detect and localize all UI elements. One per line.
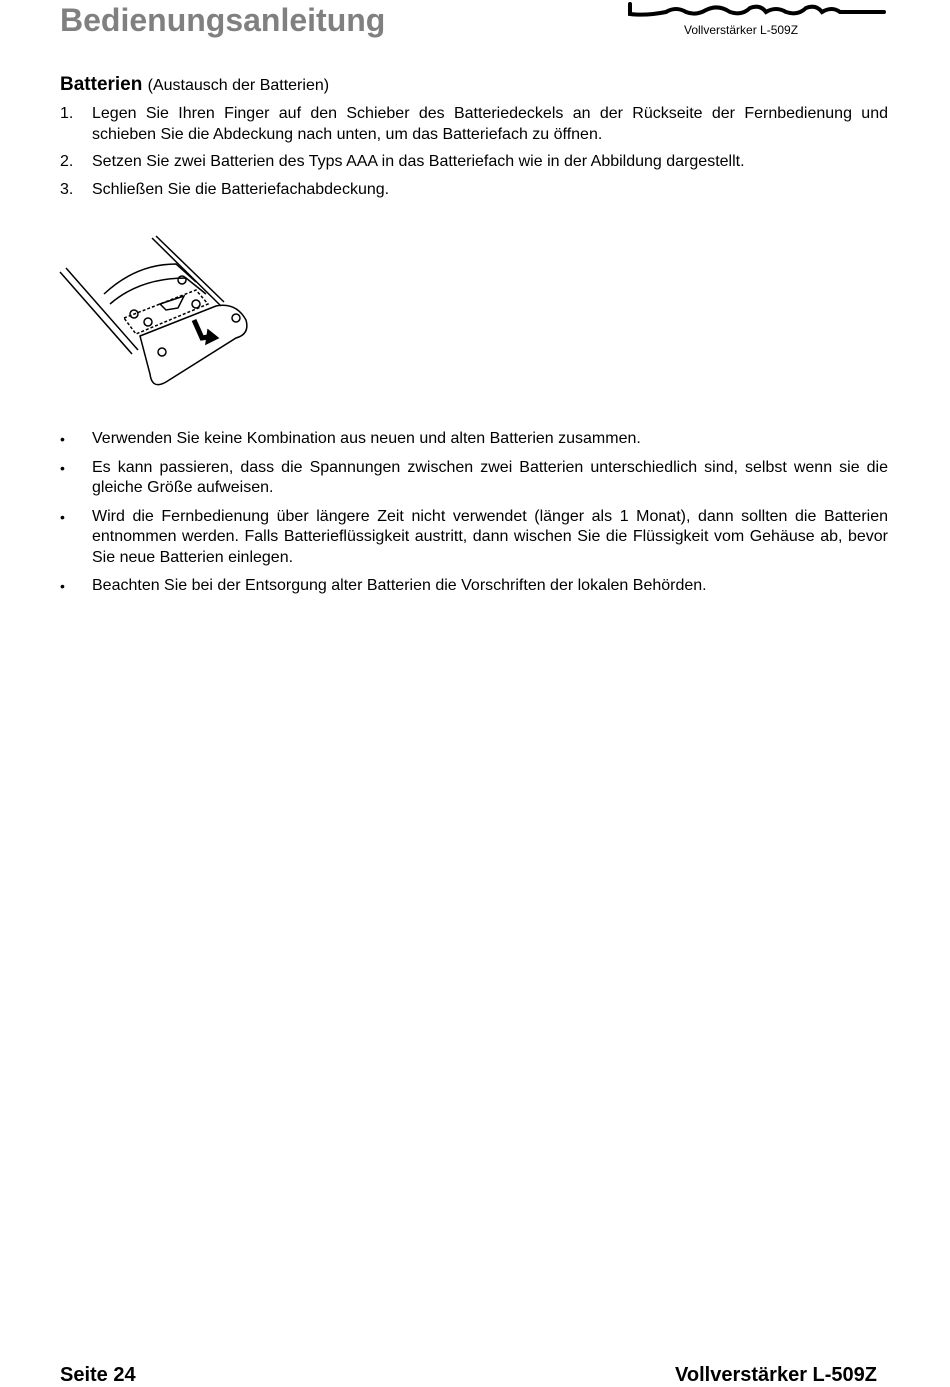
step-item (60, 152, 888, 173)
step-item (60, 180, 888, 201)
page-title: Bedienungsanleitung (60, 2, 386, 38)
note-item (60, 429, 888, 450)
footer-page-number: Seite 24 (60, 1364, 136, 1386)
note-text: Wird die Fernbedienung über längere Zeit nicht verwendet (länger als 1 Monat), dann sollten die Batterien entnommen werden. Falls Batterieflüssigkeit austritt, dann wischen Sie die Flüssigkeit vom Gehäuse ab, bevor Sie neue Batterien einlegen. (92, 507, 888, 566)
bullet-icon: • (60, 508, 65, 525)
step-number: 2. (60, 153, 74, 170)
step-text: Schließen Sie die Batteriefachabdeckung. (92, 180, 390, 198)
note-item (60, 576, 888, 597)
step-number: 3. (60, 180, 74, 198)
bullet-icon: • (60, 459, 65, 476)
note-item (60, 458, 888, 499)
logo-subtitle: Vollverstärker L-509Z (684, 23, 799, 37)
notes-list (60, 429, 888, 597)
subheading: (Austausch der Batterien) (147, 77, 330, 94)
bullet-icon: • (60, 578, 65, 594)
battery-compartment-illustration (56, 234, 256, 389)
heading-text: Batterien (60, 74, 143, 95)
step-text: Setzen Sie zwei Batterien des Typs AAA in das Batteriefach wie in der Abbildung dargestellt. (92, 153, 745, 170)
note-text: Verwenden Sie keine Kombination aus neuen und alten Batterien zusammen. (92, 430, 641, 447)
step-item (60, 104, 888, 145)
section-heading (60, 74, 329, 96)
note-text: Es kann passieren, dass die Spannungen zwischen zwei Batterien unterschiedlich sind, selbst wenn sie die gleiche Größe aufweisen. (92, 458, 888, 496)
footer-model: Vollverstärker L-509Z (675, 1364, 877, 1386)
step-text: Legen Sie Ihren Finger auf den Schieber des Batteriedeckels an der Rückseite der Fernbedienung und schieben Sie die Abdeckung nach unten, um das Batteriefach zu öffnen. (92, 105, 888, 143)
bullet-icon: • (60, 431, 65, 447)
steps-list (60, 104, 888, 200)
note-item (60, 507, 888, 569)
step-number: 1. (60, 105, 74, 122)
note-text: Beachten Sie bei der Entsorgung alter Batterien die Vorschriften der lokalen Behörden. (92, 577, 707, 594)
